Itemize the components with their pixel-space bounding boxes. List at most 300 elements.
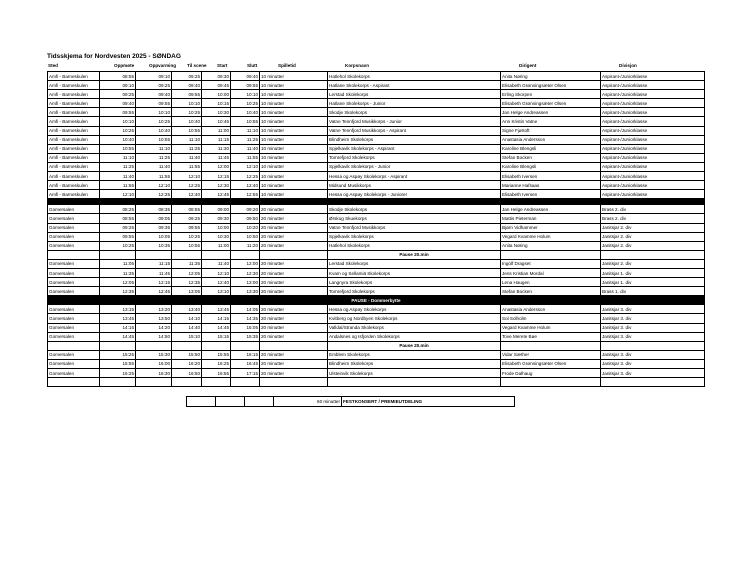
cell-til-scene: 10:10 — [172, 99, 202, 108]
cell-dirigent: Stefan Bocken — [501, 153, 601, 162]
cell-divisjon: Aspirant-/Juniorklasse — [601, 153, 705, 162]
cell-dirigent: Erling Skorpen — [501, 90, 601, 99]
cell-sted: Gomersalen — [48, 359, 100, 368]
cell-divisjon: Janitsjar 3. div — [601, 314, 705, 323]
cell-start: 15:55 — [202, 350, 231, 359]
cell-oppvarming: 13:20 — [136, 305, 172, 314]
cell-sted: Gomersalen — [48, 259, 100, 268]
cell-sted: Gomersalen — [48, 314, 100, 323]
cell-dirigent: Lena Haugen — [501, 278, 601, 287]
cell-oppvarming: 14:50 — [136, 332, 172, 341]
cell-start: 12:45 — [202, 190, 231, 199]
table-row — [48, 162, 705, 171]
cell-spilletid: 10 minutter — [260, 108, 328, 117]
empty-cell — [328, 378, 501, 387]
cell-dirigent: Ann Kristin Vatne — [501, 117, 601, 126]
cell-oppmote: 09:10 — [100, 81, 136, 90]
cell-oppmote: 10:25 — [100, 126, 136, 135]
cell-oppmote: 10:10 — [100, 117, 136, 126]
cell-korpsnavn: Ulsteinvik Skolekorps — [328, 369, 501, 378]
cell-start: 10:15 — [202, 99, 231, 108]
cell-start: 10:30 — [202, 108, 231, 117]
empty-cell — [260, 341, 328, 350]
cell-oppvarming: 11:40 — [136, 162, 172, 171]
cell-oppmote: 14:15 — [100, 323, 136, 332]
cell-slutt: 17:15 — [231, 369, 260, 378]
cell-spilletid: 10 minutter — [260, 190, 328, 199]
cell-oppvarming: 11:45 — [136, 268, 172, 277]
cell-spilletid: 20 minutter — [260, 332, 328, 341]
cell-spilletid: 10 minutter — [260, 144, 328, 153]
cell-oppvarming: 10:05 — [136, 232, 172, 241]
cell-sted: Amfi - Barneskulen — [48, 172, 100, 181]
header-start: Start — [217, 63, 228, 68]
cell-oppmote: 09:55 — [100, 232, 136, 241]
cell-start: 13:10 — [202, 287, 231, 296]
cell-oppmote: 11:05 — [100, 259, 136, 268]
empty-cell — [260, 378, 328, 387]
cell-slutt: 12:10 — [231, 162, 260, 171]
cell-spilletid: 10 minutter — [260, 162, 328, 171]
cell-divisjon: Aspirant-/Juniorklasse — [601, 81, 705, 90]
cell-korpsnavn: Blindheim Skolekorps — [328, 135, 501, 144]
cell-start: 14:45 — [202, 323, 231, 332]
cell-oppmote: 10:40 — [100, 135, 136, 144]
cell-sted: Gomersalen — [48, 241, 100, 250]
cell-oppmote: 15:25 — [100, 350, 136, 359]
cell-start: 11:00 — [202, 241, 231, 250]
cell-divisjon: Aspirant-/Juniorklasse — [601, 172, 705, 181]
pause-row — [48, 341, 705, 350]
empty-cell — [136, 378, 172, 387]
cell-dirigent: Jens Kristian Mordal — [501, 268, 601, 277]
cell-divisjon: Aspirant-/Juniorklasse — [601, 162, 705, 171]
cell-divisjon: Janitsjar 2. div — [601, 232, 705, 241]
cell-spilletid: 10 minutter — [260, 172, 328, 181]
cell-til-scene: 10:25 — [172, 108, 202, 117]
cell-slutt: 15:35 — [231, 332, 260, 341]
cell-spilletid: 20 minutter — [260, 359, 328, 368]
table-row — [48, 90, 705, 99]
empty-cell — [100, 341, 136, 350]
cell-oppmote: 09:40 — [100, 99, 136, 108]
cell-korpsnavn: Langnyra Skolekorps — [328, 278, 501, 287]
cell-dirigent: Stefan Bocken — [501, 287, 601, 296]
final-row — [186, 396, 515, 407]
cell-til-scene: 13:40 — [172, 305, 202, 314]
cell-spilletid: 20 minutter — [260, 241, 328, 250]
cell-divisjon: Aspirant-/Juniorklasse — [601, 90, 705, 99]
cell-spilletid: 10 minutter — [260, 99, 328, 108]
cell-start: 12:40 — [202, 278, 231, 287]
cell-korpsnavn: Vatne Tennfjord Musikkorps - Junior — [328, 117, 501, 126]
cell-til-scene: 09:40 — [172, 81, 202, 90]
empty-cell — [501, 341, 601, 350]
cell-til-scene: 16:20 — [172, 359, 202, 368]
cell-til-scene: 10:55 — [172, 126, 202, 135]
cell-oppvarming: 12:10 — [136, 181, 172, 190]
cell-dirigent: Karoline Blengsli — [501, 162, 601, 171]
table-row — [48, 350, 705, 359]
cell-spilletid: 20 minutter — [260, 369, 328, 378]
final-empty-cell — [245, 397, 274, 407]
cell-til-scene: 08:55 — [172, 205, 202, 214]
table-row — [48, 126, 705, 135]
cell-til-scene: 09:55 — [172, 90, 202, 99]
cell-oppmote: 11:10 — [100, 153, 136, 162]
empty-cell — [48, 250, 100, 259]
cell-korpsnavn: Hatlane Skolekorps - Junior — [328, 99, 501, 108]
table-row — [48, 268, 705, 277]
cell-oppvarming: 11:15 — [136, 259, 172, 268]
cell-divisjon: Brass 2. div — [601, 214, 705, 223]
cell-slutt: 11:25 — [231, 135, 260, 144]
cell-til-scene: 09:25 — [172, 214, 202, 223]
cell-til-scene: 14:10 — [172, 314, 202, 323]
header-slutt: Slutt — [247, 63, 258, 68]
cell-oppvarming: 09:25 — [136, 81, 172, 90]
cell-sted: Gomersalen — [48, 323, 100, 332]
cell-til-scene: 10:40 — [172, 117, 202, 126]
cell-oppmote: 13:15 — [100, 305, 136, 314]
cell-korpsnavn: Tomrefjord Skolekorps — [328, 153, 501, 162]
cell-divisjon: Aspirant-/Juniorklasse — [601, 108, 705, 117]
cell-dirigent: Bjørn Vidhammer — [501, 223, 601, 232]
cell-til-scene: 14:40 — [172, 323, 202, 332]
empty-cell — [202, 341, 231, 350]
cell-korpsnavn: Spjelkavik Skolekorps - Junior — [328, 162, 501, 171]
empty-cell — [501, 250, 601, 259]
header-spilletid: Spilletid — [278, 63, 296, 68]
cell-dirigent: Anita Nøring — [501, 241, 601, 250]
cell-spilletid: 20 minutter — [260, 232, 328, 241]
cell-oppvarming: 16:30 — [136, 369, 172, 378]
empty-cell — [601, 250, 705, 259]
cell-dirigent: Frode Dalhaug — [501, 369, 601, 378]
cell-dirigent: Vidar Sæther — [501, 350, 601, 359]
cell-dirigent: Elisabeth Iversen — [501, 172, 601, 181]
table-row — [48, 144, 705, 153]
empty-cell — [136, 341, 172, 350]
cell-sted: Amfi - Barneskulen — [48, 181, 100, 190]
cell-til-scene: 15:10 — [172, 332, 202, 341]
cell-start: 09:30 — [202, 72, 231, 81]
cell-slutt: 12:40 — [231, 181, 260, 190]
empty-cell — [231, 250, 260, 259]
cell-divisjon: Aspirant-/Juniorklasse — [601, 144, 705, 153]
cell-sted: Gomersalen — [48, 350, 100, 359]
cell-start: 09:30 — [202, 214, 231, 223]
cell-slutt: 16:15 — [231, 350, 260, 359]
table-row — [48, 287, 705, 296]
cell-divisjon: Janitsjar 2. div — [601, 241, 705, 250]
cell-oppvarming: 09:10 — [136, 72, 172, 81]
cell-oppmote: 08:55 — [100, 72, 136, 81]
table-row — [48, 232, 705, 241]
cell-oppmote: 09:25 — [100, 223, 136, 232]
cell-dirigent: Signe Fjørtoft — [501, 126, 601, 135]
cell-oppvarming: 13:50 — [136, 314, 172, 323]
cell-oppmote: 11:40 — [100, 172, 136, 181]
cell-divisjon: Janitsjar 3. div — [601, 369, 705, 378]
cell-slutt: 11:20 — [231, 241, 260, 250]
table-row — [48, 214, 705, 223]
table-row — [48, 323, 705, 332]
cell-divisjon: Janitsjar 1. div — [601, 278, 705, 287]
table-row — [48, 72, 705, 81]
cell-sted: Gomersalen — [48, 214, 100, 223]
cell-dirigent: Mattis Pieterman — [501, 214, 601, 223]
header-til-scene: Til scene — [187, 63, 207, 68]
cell-spilletid: 10 minutter — [260, 153, 328, 162]
cell-sted: Amfi - Barneskulen — [48, 126, 100, 135]
cell-sted: Amfi - Barneskulen — [48, 108, 100, 117]
cell-korpsnavn: Spjelkavik Skolekorps - Aspirant — [328, 144, 501, 153]
cell-sted: Gomersalen — [48, 278, 100, 287]
cell-slutt: 16:45 — [231, 359, 260, 368]
cell-spilletid: 20 minutter — [260, 323, 328, 332]
cell-til-scene: 12:40 — [172, 190, 202, 199]
cell-divisjon: Aspirant-/Juniorklasse — [601, 72, 705, 81]
cell-til-scene: 13:05 — [172, 287, 202, 296]
cell-oppmote: 09:55 — [100, 108, 136, 117]
cell-oppvarming: 10:35 — [136, 241, 172, 250]
cell-oppmote: 12:10 — [100, 190, 136, 199]
empty-cell — [172, 250, 202, 259]
cell-divisjon: Brass 2. div — [601, 205, 705, 214]
cell-korpsnavn: Vatne Tennfjord Musikkorps — [328, 223, 501, 232]
cell-korpsnavn: Kvitberg og Nordbyen Skolekorps — [328, 314, 501, 323]
cell-til-scene: 11:10 — [172, 135, 202, 144]
cell-dirigent: Vegard Kvamme Holum — [501, 232, 601, 241]
cell-slutt: 11:10 — [231, 126, 260, 135]
cell-start: 09:45 — [202, 81, 231, 90]
table-row — [48, 314, 705, 323]
cell-til-scene: 12:10 — [172, 172, 202, 181]
cell-korpsnavn: Ørskog Skuekorps — [328, 214, 501, 223]
cell-korpsnavn: Skodje Skolekorps — [328, 205, 501, 214]
cell-oppvarming: 10:10 — [136, 108, 172, 117]
cell-oppmote: 15:55 — [100, 359, 136, 368]
table-row — [48, 99, 705, 108]
cell-sted: Gomersalen — [48, 223, 100, 232]
cell-oppvarming: 14:20 — [136, 323, 172, 332]
cell-start: 16:55 — [202, 369, 231, 378]
cell-start: 11:30 — [202, 144, 231, 153]
cell-dirigent: Marianne Hafsaas — [501, 181, 601, 190]
cell-til-scene: 12:05 — [172, 268, 202, 277]
cell-sted: Gomersalen — [48, 268, 100, 277]
cell-divisjon: Janitsjar 3. div — [601, 305, 705, 314]
table-row — [48, 172, 705, 181]
cell-til-scene: 15:50 — [172, 350, 202, 359]
cell-start: 13:45 — [202, 305, 231, 314]
cell-spilletid: 10 minutter — [260, 117, 328, 126]
cell-oppmote: 10:55 — [100, 144, 136, 153]
empty-cell — [231, 341, 260, 350]
cell-korpsnavn: Tomrefjord Skolekorps — [328, 287, 501, 296]
cell-slutt: 14:05 — [231, 305, 260, 314]
cell-oppvarming: 09:40 — [136, 90, 172, 99]
cell-korpsnavn: Blindheim Skolekorps — [328, 359, 501, 368]
blank-row — [48, 378, 705, 387]
cell-oppmote: 12:05 — [100, 278, 136, 287]
cell-til-scene: 10:55 — [172, 241, 202, 250]
cell-spilletid: 20 minutter — [260, 305, 328, 314]
cell-til-scene: 11:55 — [172, 162, 202, 171]
cell-oppvarming: 12:25 — [136, 190, 172, 199]
pause-label: PAUSE - Dommerbytte — [48, 296, 705, 305]
table-row — [48, 359, 705, 368]
cell-oppvarming: 12:45 — [136, 287, 172, 296]
empty-cell — [601, 341, 705, 350]
cell-spilletid: 20 minutter — [260, 214, 328, 223]
cell-spilletid: 10 minutter — [260, 181, 328, 190]
table-row — [48, 153, 705, 162]
cell-start: 11:40 — [202, 259, 231, 268]
cell-oppmote: 10:25 — [100, 241, 136, 250]
table-row — [48, 81, 705, 90]
cell-slutt: 10:10 — [231, 90, 260, 99]
cell-dirigent: Sol Solholm — [501, 314, 601, 323]
cell-slutt: 09:55 — [231, 81, 260, 90]
cell-dirigent: Anastasia Andersson — [501, 305, 601, 314]
cell-sted: Amfi - Barneskulen — [48, 81, 100, 90]
cell-slutt: 13:00 — [231, 278, 260, 287]
cell-korpsnavn: Lerstad Skolekorps — [328, 90, 501, 99]
cell-sted: Amfi - Barneskulen — [48, 72, 100, 81]
cell-dirigent: Elisabeth Iversen — [501, 190, 601, 199]
cell-start: 10:45 — [202, 117, 231, 126]
cell-sted: Gomersalen — [48, 332, 100, 341]
cell-oppvarming: 12:15 — [136, 278, 172, 287]
cell-divisjon: Janitsjar 1. div — [601, 268, 705, 277]
cell-dirigent: Jan Helge Andreassen — [501, 205, 601, 214]
cell-spilletid: 20 minutter — [260, 314, 328, 323]
cell-slutt: 14:35 — [231, 314, 260, 323]
cell-oppvarming: 09:05 — [136, 214, 172, 223]
cell-korpsnavn: Skodje Skolekorps — [328, 108, 501, 117]
cell-divisjon: Janitsjar 3. div — [601, 323, 705, 332]
cell-oppmote: 11:25 — [100, 162, 136, 171]
cell-oppmote: 11:55 — [100, 181, 136, 190]
cell-slutt: 15:05 — [231, 323, 260, 332]
empty-cell — [172, 341, 202, 350]
cell-oppvarming: 15:30 — [136, 350, 172, 359]
cell-divisjon: Janitsjar 3. div — [601, 350, 705, 359]
cell-divisjon: Aspirant-/Juniorklasse — [601, 135, 705, 144]
pause-label: Pause 20.min — [328, 250, 501, 259]
cell-start: 10:00 — [202, 90, 231, 99]
cell-slutt: 11:40 — [231, 144, 260, 153]
pause-label: Pause 20.min — [328, 341, 501, 350]
cell-oppvarming: 11:10 — [136, 144, 172, 153]
cell-slutt: 10:40 — [231, 108, 260, 117]
cell-divisjon: Aspirant-/Juniorklasse — [601, 181, 705, 190]
cell-start: 10:00 — [202, 223, 231, 232]
cell-korpsnavn: Hessa og Aspøy Skolekorps - Juniorer — [328, 190, 501, 199]
cell-sted: Amfi - Barneskulen — [48, 99, 100, 108]
table-row — [48, 305, 705, 314]
cell-start: 12:10 — [202, 268, 231, 277]
cell-oppvarming: 09:35 — [136, 223, 172, 232]
cell-slutt: 10:50 — [231, 232, 260, 241]
cell-sted: Amfi - Barneskulen — [48, 153, 100, 162]
cell-slutt: 10:20 — [231, 223, 260, 232]
cell-til-scene: 11:35 — [172, 259, 202, 268]
cell-spilletid: 20 minutter — [260, 223, 328, 232]
cell-dirigent: Karoline Blengsli — [501, 144, 601, 153]
cell-oppmote: 12:35 — [100, 287, 136, 296]
table-row — [48, 332, 705, 341]
cell-sted: Gomersalen — [48, 369, 100, 378]
table-row — [48, 190, 705, 199]
cell-start: 10:30 — [202, 232, 231, 241]
cell-korpsnavn: Emblem Skolekorps — [328, 350, 501, 359]
cell-dirigent: Anita Nøring — [501, 72, 601, 81]
cell-oppmote: 08:55 — [100, 214, 136, 223]
cell-sted: Amfi - Barneskulen — [48, 190, 100, 199]
cell-start: 12:15 — [202, 172, 231, 181]
cell-divisjon: Aspirant-/Juniorklasse — [601, 190, 705, 199]
table-row — [48, 135, 705, 144]
empty-cell — [202, 250, 231, 259]
empty-cell — [231, 378, 260, 387]
empty-cell — [48, 378, 100, 387]
header-sted: Sted — [48, 63, 58, 68]
header-korpsnavn: Korpsnavn — [345, 63, 369, 68]
cell-oppvarming: 16:00 — [136, 359, 172, 368]
cell-sted: Gomersalen — [48, 305, 100, 314]
cell-korpsnavn: Hessa og Aspøy Skolekorps — [328, 305, 501, 314]
cell-oppmote: 13:45 — [100, 314, 136, 323]
empty-cell — [172, 378, 202, 387]
cell-korpsnavn: Lerstad Skolekorps — [328, 259, 501, 268]
cell-korpsnavn: Hatlehol Skolekorps — [328, 241, 501, 250]
cell-til-scene: 09:25 — [172, 72, 202, 81]
cell-divisjon: Janitsjar 3. div — [601, 332, 705, 341]
cell-start: 16:25 — [202, 359, 231, 368]
pause-row — [48, 250, 705, 259]
cell-spilletid: 20 minutter — [260, 259, 328, 268]
cell-korpsnavn: Midsund Musikkorps — [328, 181, 501, 190]
cell-dirigent: Elisabeth Grønningsæter Olsen — [501, 359, 601, 368]
cell-slutt: 11:55 — [231, 153, 260, 162]
empty-cell — [501, 378, 601, 387]
cell-dirigent: Tove Merete Bøe — [501, 332, 601, 341]
cell-spilletid: 20 minutter — [260, 350, 328, 359]
cell-slutt: 12:25 — [231, 172, 260, 181]
cell-spilletid: 10 minutter — [260, 90, 328, 99]
cell-oppvarming: 10:40 — [136, 126, 172, 135]
cell-oppmote: 16:25 — [100, 369, 136, 378]
cell-slutt: 12:55 — [231, 190, 260, 199]
cell-korpsnavn: Spjelkavik Skolekorps — [328, 232, 501, 241]
cell-dirigent: Elisabeth Grønningsæter Olsen — [501, 99, 601, 108]
header-divisjon: Divisjon — [619, 63, 637, 68]
cell-divisjon: Aspirant-/Juniorklasse — [601, 99, 705, 108]
cell-divisjon: Aspirant-/Juniorklasse — [601, 126, 705, 135]
empty-cell — [100, 250, 136, 259]
cell-start: 12:30 — [202, 181, 231, 190]
cell-start: 14:15 — [202, 314, 231, 323]
cell-sted: Gomersalen — [48, 205, 100, 214]
cell-slutt: 09:50 — [231, 214, 260, 223]
cell-slutt: 09:40 — [231, 72, 260, 81]
cell-start: 11:00 — [202, 126, 231, 135]
cell-spilletid: 10 minutter — [260, 135, 328, 144]
cell-oppvarming: 10:25 — [136, 117, 172, 126]
